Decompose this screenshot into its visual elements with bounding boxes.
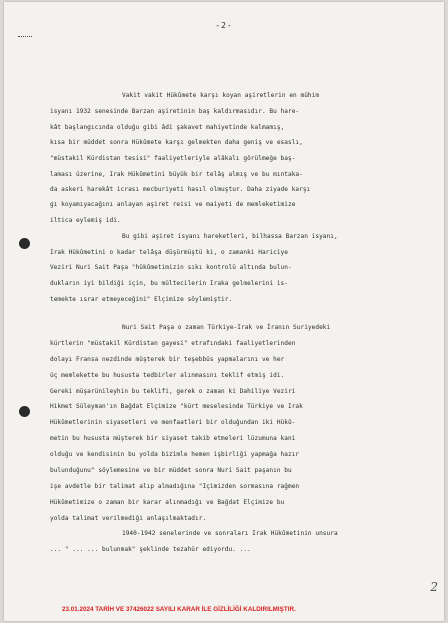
text-line: olduğu ve kendisinin bu yolda bizimle hemen işbirliği yapmağa hazır — [50, 451, 300, 458]
text-line: temekte ısrar etmeyeceğini" Elçimize söylemiştir. — [50, 296, 233, 303]
text-line: işe avdetle bir talimat alıp almadığına "Içimizden sormasına rağmen — [50, 483, 300, 490]
text-line: Bu gibi aşiret isyanı hareketleri, bilhassa Barzan isyanı, — [122, 233, 338, 240]
text-line: metin bu hususta müşterek bir siyaset takib etmeleri lüzumuna kani — [50, 435, 296, 442]
page-number: -2- — [215, 21, 233, 30]
text-line: 1940-1942 senelerinde ve sonraları Irak Hükûmetinin unsura — [122, 530, 338, 537]
text-line: kât başlangıcında olduğu gibi âdi şakavet mahiyetinde kalmamış, — [50, 124, 285, 131]
text-line: Hikmet Süleyman'ın Bağdat Elçimize "kürt meselesinde Türkiye ve Irak — [50, 403, 303, 410]
text-line: dukların iyi bildiği için, bu mültecilerin Iraka gelmelerini is- — [50, 280, 288, 287]
corner-tick-mark — [18, 36, 32, 38]
text-line: gı koyamıyacağını anlayan aşiret reisi ve maiyeti de memleketimize — [50, 201, 296, 208]
text-line: kısa bir müddet sonra Hükûmete karşı gelmekten daha geniş ve esaslı, — [50, 139, 303, 146]
text-line: dolayı Fransa nezdinde müşterek bir teşebbüs yapmalarını ve her — [50, 356, 285, 363]
text-line: yolda talimat verilmediği anlaşılmaktadır. — [50, 515, 207, 522]
text-line: Hükûmetimize o zaman bir karar alınmadığı ve Bağdat Elçimize bu — [50, 499, 285, 506]
text-line: ... " ... ... bulunmak" şeklinde tezahür ediyordu. ... — [50, 546, 251, 553]
text-line: Veziri Nuri Sait Paşa "hükûmetimizin sıkı kontrolü altında bulun- — [50, 264, 292, 271]
text-line: Vakit vakit Hükûmete karşı koyan aşiretlerin en mühim — [122, 92, 320, 99]
margin-page-mark: 2 — [430, 580, 438, 594]
punch-hole-top — [19, 238, 30, 249]
text-line: Hükûmetlerinin siyasetleri ve menfaatleri bir olduğundan iki Hükû- — [50, 419, 296, 426]
text-line: Irak Hükûmetini o kadar telâşa düşürmüştü ki, o zamanki Hariciye — [50, 249, 288, 256]
text-line: bulunduğunu" söylemesine ve bir müddet sonra Nuri Sait paşanın bu — [50, 467, 292, 474]
text-line: "müstakil Kürdistan tesisi" faaliyetleriyle alâkalı görülmeğe baş- — [50, 155, 296, 162]
document-page — [4, 2, 444, 621]
text-line: kürtlerin "müstakil Kürdistan gayesi" etrafındaki faaliyetlerinden — [50, 340, 296, 347]
text-line: laması üzerine, Irak Hükûmetini büyük bir telâş almış ve bu mıntaka- — [50, 171, 303, 178]
text-line: iltica eylemiş idi. — [50, 217, 121, 224]
text-line: Gereki müşarünileyhin bu teklifi, gerek o zaman ki Dahiliye Veziri — [50, 388, 296, 395]
declassification-stamp: 23.01.2024 TARİH VE 37426022 SAYILI KARAR İLE GİZLİLİĞİ KALDIRILMIŞTIR. — [62, 606, 296, 613]
text-line: isyanı 1932 senesinde Barzan aşiretinin baş kaldırmasıdır. Bu hare- — [50, 108, 300, 115]
text-line: da askeri harekât icrası mecburiyeti hasıl olmuştur. Daha ziyade karşı — [50, 186, 311, 193]
text-line: üç memlekette bu hususta tedbirler alınmasını teklif etmiş idi. — [50, 372, 285, 379]
text-line: Nuri Sait Paşa o zaman Türkiye-Irak ve İranın Suriyedeki — [122, 324, 331, 331]
punch-hole-bottom — [19, 406, 30, 417]
